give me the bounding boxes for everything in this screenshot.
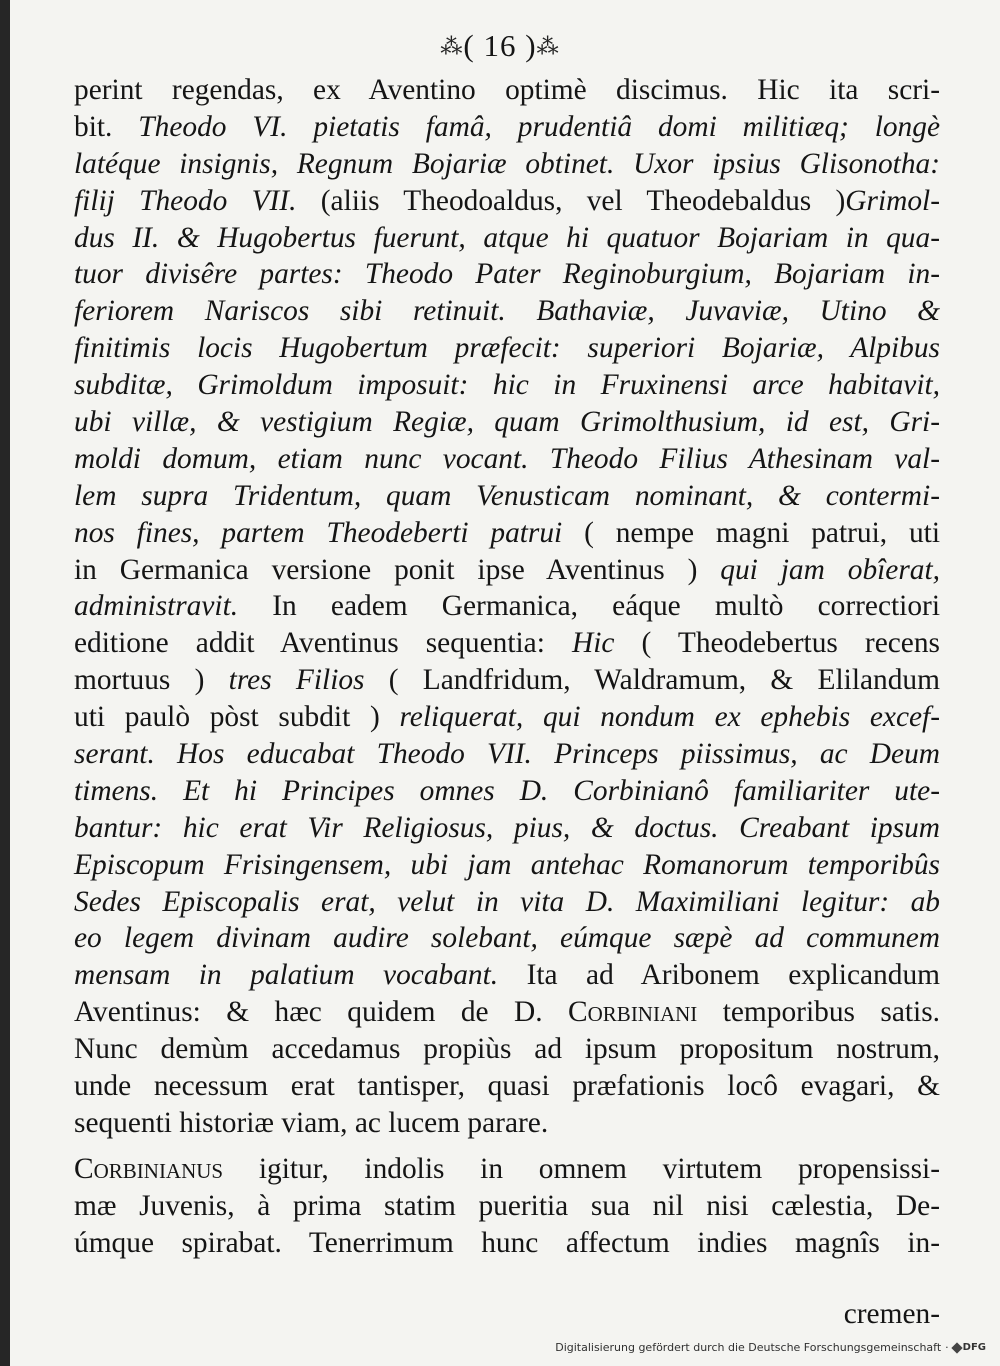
text-line [74, 773, 940, 810]
text-run: Sedes Episcopalis erat, velut in vita D. Maximiliani legitur: ab [74, 885, 940, 918]
text-run: tuor divisêre partes: Theodo Pater Reginoburgium, Bojariam in- [74, 258, 940, 291]
text-run: úmque spirabat. Tenerrimum hunc affectum indies magnîs in- [74, 1226, 940, 1259]
body-text [74, 72, 940, 1262]
text-line [74, 847, 940, 884]
text-run: latéque insignis, Regnum Bojariæ obtinet. Uxor ipsius Glisonotha: [74, 147, 940, 180]
text-run: Ita ad Aribonem explicandum [498, 959, 941, 992]
text-run: timens. Et hi Principes omnes D. Corbinianô familiariter ute- [74, 774, 940, 807]
text-run: bit. [74, 110, 139, 143]
text-run: perint regendas, ex Aventino optimè discimus. Hic ita scri- [74, 74, 940, 106]
text-line [74, 1068, 940, 1105]
text-run: Aventinus: & hæc quidem de D. [74, 996, 569, 1029]
text-run: mortuus ) [74, 664, 229, 697]
text-run: Hic [572, 627, 615, 660]
text-run: eo legem divinam audire solebant, eúmque sæpè ad communem [74, 922, 940, 955]
text-line [74, 662, 940, 699]
text-run: Grimol- [845, 184, 940, 217]
header-ornament-left: ⁂ [440, 34, 464, 59]
text-line [74, 1151, 940, 1188]
text-run: serant. Hos educabat Theodo VII. Princeps piissimus, ac Deum [74, 738, 940, 771]
text-line [74, 736, 940, 773]
text-line [74, 220, 940, 257]
text-run: Theodo VI. pietatis famâ, prudentiâ domi militiæq; longè [138, 110, 940, 143]
text-line [74, 1225, 940, 1262]
text-run: in Germanica versione ponit ipse Aventinus ) [74, 553, 721, 586]
scan-edge [0, 0, 10, 1366]
text-run: ( Landfridum, Waldramum, & Elilandum [364, 664, 940, 697]
text-run: editione addit Aventinus sequentia: [74, 627, 572, 660]
text-line [74, 256, 940, 293]
text-run: tres Filios [228, 664, 365, 697]
text-line [74, 293, 940, 330]
text-line [74, 515, 940, 552]
text-run: In eadem Germanica, eáque multò correctiori [238, 590, 940, 623]
text-line [74, 699, 940, 736]
text-line [74, 183, 940, 220]
text-run: Episcopum Frisingensem, ubi jam antehac Romanorum temporibûs [74, 848, 940, 881]
text-run: filij Theodo VII. [74, 184, 297, 217]
text-run: ubi villæ, & vestigium Regiæ, quam Grimolthusium, id est, Gri- [74, 406, 940, 439]
text-run: finitimis locis Hugobertum præfecit: superiori Bojariæ, Alpibus [74, 332, 940, 365]
dfg-mark-icon [951, 1342, 962, 1353]
text-run: igitur, indolis in omnem virtutem propensissi- [223, 1152, 940, 1185]
text-run: ( Theodebertus recens [614, 627, 940, 660]
text-line [74, 72, 940, 109]
text-run: feriorem Nariscos sibi retinuit. Bathaviæ, Juvaviæ, Utino & [74, 295, 940, 328]
text-run: dus II. & Hugobertus fuerunt, atque hi quatuor Bojariam in qua- [74, 221, 940, 254]
dfg-logo [953, 1342, 986, 1353]
text-line [74, 367, 940, 404]
text-line [74, 146, 940, 183]
page-number: 16 [483, 28, 517, 63]
text-line [74, 588, 940, 625]
text-line [74, 478, 940, 515]
text-line [74, 552, 940, 589]
text-run: Corbiniani [568, 996, 698, 1029]
text-run: Nunc demùm accedamus propiùs ad ipsum propositum nostrum, [74, 1033, 940, 1066]
text-run: moldi domum, etiam nunc vocant. Theodo Filius Athesinam val- [74, 442, 940, 475]
text-run: temporibus satis. [697, 996, 940, 1029]
footer-credit: Digitalisierung gefördert durch die Deutsche Forschungsgemeinschaft [555, 1341, 942, 1354]
text-line [74, 920, 940, 957]
text-line [74, 404, 940, 441]
text-line [74, 810, 940, 847]
text-line [74, 994, 940, 1031]
text-run: nos fines, partem Theodeberti patrui [74, 516, 563, 549]
text-run: subditæ, Grimoldum imposuit: hic in Fruxinensi arce habitavit, [74, 369, 940, 402]
paragraph-gap [74, 1142, 940, 1151]
text-run: reliquerat, qui nondum ex ephebis excef- [399, 701, 940, 734]
text-run: mensam in palatium vocabant. [74, 959, 499, 992]
catchword: cremen- [843, 1298, 940, 1330]
text-run: sequenti historiæ viam, ac lucem parare. [74, 1106, 549, 1139]
text-run: unde necessum erat tantisper, quasi præfationis locô evagari, & [74, 1070, 940, 1103]
text-run: administravit. [74, 590, 239, 623]
text-line [74, 441, 940, 478]
text-run: Corbinianus [74, 1152, 224, 1185]
text-line [74, 330, 940, 367]
text-line [74, 1188, 940, 1225]
text-line [74, 1031, 940, 1068]
text-run: mæ Juvenis, à prima statim pueritia sua nil nisi cælestia, De- [74, 1189, 940, 1222]
text-run: (aliis Theodoaldus, vel Theodebaldus ) [296, 184, 846, 217]
text-line [74, 884, 940, 921]
text-run: lem supra Tridentum, quam Venusticam nominant, & contermi- [74, 479, 940, 512]
text-line [74, 625, 940, 662]
text-run: uti paulò pòst subdit ) [74, 701, 400, 734]
page-header: ⁂( 16 )⁂ [440, 28, 560, 63]
text-line [74, 1105, 940, 1142]
text-line [74, 109, 940, 146]
header-ornament-right: ⁂ [536, 34, 560, 59]
text-run: bantur: hic erat Vir Religiosus, pius, & doctus. Creabant ipsum [74, 811, 940, 844]
text-line [74, 957, 940, 994]
text-run: qui jam obîerat, [720, 553, 940, 586]
dfg-logo-label: DFG [962, 1342, 986, 1353]
text-run: ( nempe magni patrui, uti [562, 516, 940, 549]
digitization-footer: Digitalisierung gefördert durch die Deutsche Forschungsgemeinschaft · DFG [555, 1341, 986, 1354]
